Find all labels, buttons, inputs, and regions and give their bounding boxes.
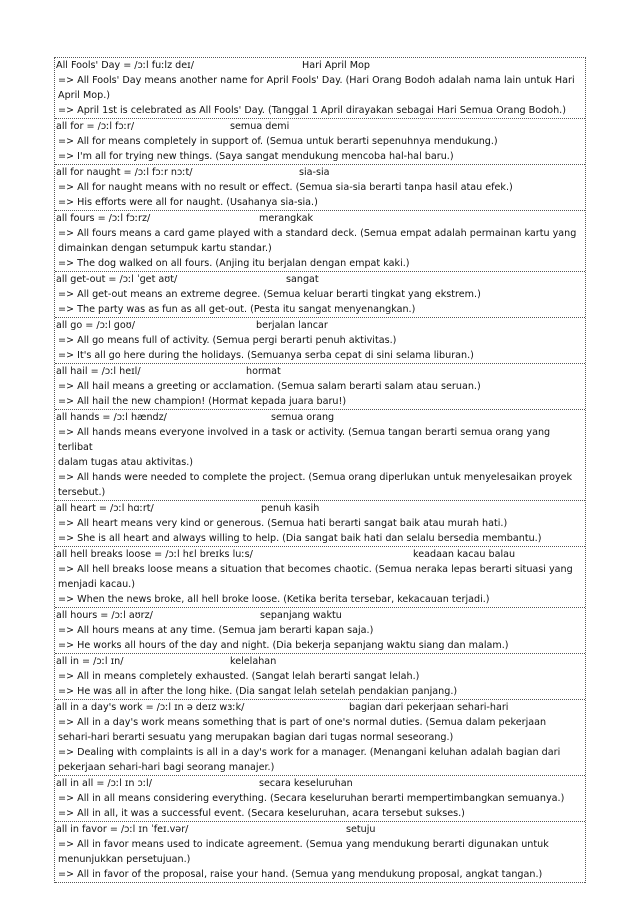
entry-line: => All for naught means with no result or effect. (Semua sia-sia berarti tanpa hasil atau efek.) <box>58 182 513 193</box>
glossary-entry <box>55 119 585 165</box>
entry-term: all heart = /ɔːl hɑːrt/ <box>56 503 154 514</box>
entry-translation: sepanjang waktu <box>260 610 342 621</box>
entry-line: => His efforts were all for naught. (Usahanya sia-sia.) <box>58 197 318 208</box>
entry-line: => All hail means a greeting or acclamation. (Semua salam berarti salam atau seruan.) <box>58 381 481 392</box>
entry-header <box>56 654 585 669</box>
entry-line: => He works all hours of the day and night. (Dia bekerja sepanjang waktu siang dan malam.) <box>58 640 509 651</box>
entry-header <box>56 410 585 425</box>
entry-line: => All hail the new champion! (Hormat kepada juara baru!) <box>58 396 347 407</box>
entry-line: sehari-hari berarti sesuatu yang merupakan bagian dari tugas normal seseorang.) <box>58 732 454 743</box>
entry-header <box>56 822 585 837</box>
glossary-entry <box>55 700 585 776</box>
glossary-list <box>54 57 586 883</box>
entry-translation: sangat <box>286 274 319 285</box>
entry-line: => She is all heart and always willing to help. (Dia sangat baik hati dan selalu bersedia membantu.) <box>58 533 542 544</box>
entry-line: => All in favor means used to indicate agreement. (Semua yang mendukung berarti digunakan untuk <box>58 839 549 850</box>
entry-line: => All for means completely in support of. (Semua untuk berarti sepenuhnya mendukung.) <box>58 136 498 147</box>
entry-line: => I'm all for trying new things. (Saya sangat mendukung mencoba hal-hal baru.) <box>58 151 454 162</box>
entry-term: all in a day's work = /ɔːl ɪn ə deɪz wɜːk/ <box>56 702 245 713</box>
entry-line: => All heart means very kind or generous. (Semua hati berarti sangat baik atau murah hati.) <box>58 518 508 529</box>
entry-translation: setuju <box>346 824 376 835</box>
entry-term: all for = /ɔːl fɔːr/ <box>56 121 135 132</box>
entry-line: menjadi kacau.) <box>58 579 135 590</box>
entry-line: => All in all means considering everything. (Secara keseluruhan berarti mempertimbangkan semuanya.) <box>58 793 565 804</box>
entry-header <box>56 58 585 73</box>
entry-line: => All fours means a card game played with a standard deck. (Semua empat adalah permainan kartu yang <box>58 228 577 239</box>
entry-header <box>56 119 585 134</box>
entry-line: => It's all go here during the holidays. (Semuanya serba cepat di sini selama liburan.) <box>58 350 474 361</box>
entry-term: All Fools' Day = /ɔːl fuːlz deɪ/ <box>56 60 194 71</box>
glossary-entry <box>55 272 585 318</box>
entry-term: all in all = /ɔːl ɪn ɔːl/ <box>56 778 152 789</box>
glossary-entry <box>55 318 585 364</box>
entry-line: tersebut.) <box>58 487 106 498</box>
entry-term: all fours = /ɔːl fɔːrz/ <box>56 213 151 224</box>
glossary-entry <box>55 364 585 410</box>
entry-line: => When the news broke, all hell broke loose. (Ketika berita tersebar, kekacauan terjadi.) <box>58 594 490 605</box>
glossary-entry <box>55 608 585 654</box>
entry-line: => April 1st is celebrated as All Fools' Day. (Tanggal 1 April dirayakan sebagai Hari Semua Orang Bodoh.) <box>58 105 566 116</box>
entry-translation: penuh kasih <box>261 503 320 514</box>
glossary-entry <box>55 776 585 822</box>
entry-line: April Mop.) <box>58 90 111 101</box>
entry-header <box>56 700 585 715</box>
glossary-entry <box>55 501 585 547</box>
entry-term: all in favor = /ɔːl ɪn ˈfeɪ.vər/ <box>56 824 189 835</box>
entry-header <box>56 608 585 623</box>
entry-translation: semua orang <box>271 412 335 423</box>
entry-term: all hands = /ɔːl hændz/ <box>56 412 167 423</box>
entry-translation: hormat <box>246 366 281 377</box>
entry-line: => All hands were needed to complete the project. (Semua orang diperlukan untuk menyelesaikan proyek <box>58 472 573 483</box>
entry-translation: semua demi <box>230 121 290 132</box>
entry-line: dalam tugas atau aktivitas.) <box>58 457 194 468</box>
entry-translation: merangkak <box>259 213 314 224</box>
glossary-entry <box>55 547 585 608</box>
entry-translation: secara keseluruhan <box>259 778 353 789</box>
entry-header <box>56 165 585 180</box>
entry-line: => The party was as fun as all get-out. (Pesta itu sangat menyenangkan.) <box>58 304 416 315</box>
entry-term: all for naught = /ɔːl fɔːr nɔːt/ <box>56 167 193 178</box>
glossary-entry <box>55 410 585 501</box>
glossary-entry <box>55 58 585 119</box>
glossary-entry <box>55 822 585 883</box>
entry-translation: keadaan kacau balau <box>413 549 516 560</box>
entry-line: => The dog walked on all fours. (Anjing itu berjalan dengan empat kaki.) <box>58 258 410 269</box>
entry-line: => All hours means at any time. (Semua jam berarti kapan saja.) <box>58 625 374 636</box>
entry-line: pekerjaan sehari-hari bagi seorang manajer.) <box>58 762 275 773</box>
entry-translation: kelelahan <box>230 656 277 667</box>
entry-term: all hail = /ɔːl heɪl/ <box>56 366 141 377</box>
entry-line: => All get-out means an extreme degree. (Semua keluar berarti tingkat yang ekstrem.) <box>58 289 481 300</box>
entry-header <box>56 318 585 333</box>
entry-line: dimainkan dengan setumpuk kartu standar.) <box>58 243 272 254</box>
entry-translation: berjalan lancar <box>256 320 328 331</box>
entry-header <box>56 547 585 562</box>
entry-translation: Hari April Mop <box>302 60 370 71</box>
entry-line: => All in a day's work means something that is part of one's normal duties. (Semua dalam pekerjaan <box>58 717 547 728</box>
entry-line: menunjukkan persetujuan.) <box>58 854 191 865</box>
entry-header <box>56 272 585 287</box>
entry-header <box>56 211 585 226</box>
entry-line: => All hell breaks loose means a situation that becomes chaotic. (Semua neraka lepas berarti situasi yang <box>58 564 573 575</box>
entry-term: all in = /ɔːl ɪn/ <box>56 656 124 667</box>
entry-line: => All in means completely exhausted. (Sangat lelah berarti sangat lelah.) <box>58 671 420 682</box>
entry-translation: bagian dari pekerjaan sehari-hari <box>349 702 509 713</box>
glossary-entry <box>55 654 585 700</box>
entry-term: all hours = /ɔːl aʊrz/ <box>56 610 153 621</box>
entry-line: => All in all, it was a successful event. (Secara keseluruhan, acara tersebut sukses.) <box>58 808 465 819</box>
glossary-entry <box>55 211 585 272</box>
entry-header <box>56 501 585 516</box>
entry-term: all get-out = /ɔːl ˈɡet aʊt/ <box>56 274 178 285</box>
entry-header <box>56 364 585 379</box>
entry-line: => Dealing with complaints is all in a day's work for a manager. (Menangani keluhan adalah bagian dari <box>58 747 561 758</box>
entry-line: => All Fools' Day means another name for April Fools' Day. (Hari Orang Bodoh adalah nama lain untuk Hari <box>58 75 575 86</box>
entry-line: => All hands means everyone involved in a task or activity. (Semua tangan berarti semua orang yang terlibat <box>58 427 551 453</box>
entry-line: => He was all in after the long hike. (Dia sangat lelah setelah pendakian panjang.) <box>58 686 458 697</box>
entry-translation: sia-sia <box>299 167 330 178</box>
entry-header <box>56 776 585 791</box>
entry-term: all hell breaks loose = /ɔːl hɛl breɪks luːs/ <box>56 549 253 560</box>
entry-line: => All go means full of activity. (Semua pergi berarti penuh aktivitas.) <box>58 335 397 346</box>
entry-term: all go = /ɔːl ɡoʊ/ <box>56 320 135 331</box>
glossary-entry <box>55 165 585 211</box>
entry-line: => All in favor of the proposal, raise your hand. (Semua yang mendukung proposal, angkat tangan.) <box>58 869 543 880</box>
